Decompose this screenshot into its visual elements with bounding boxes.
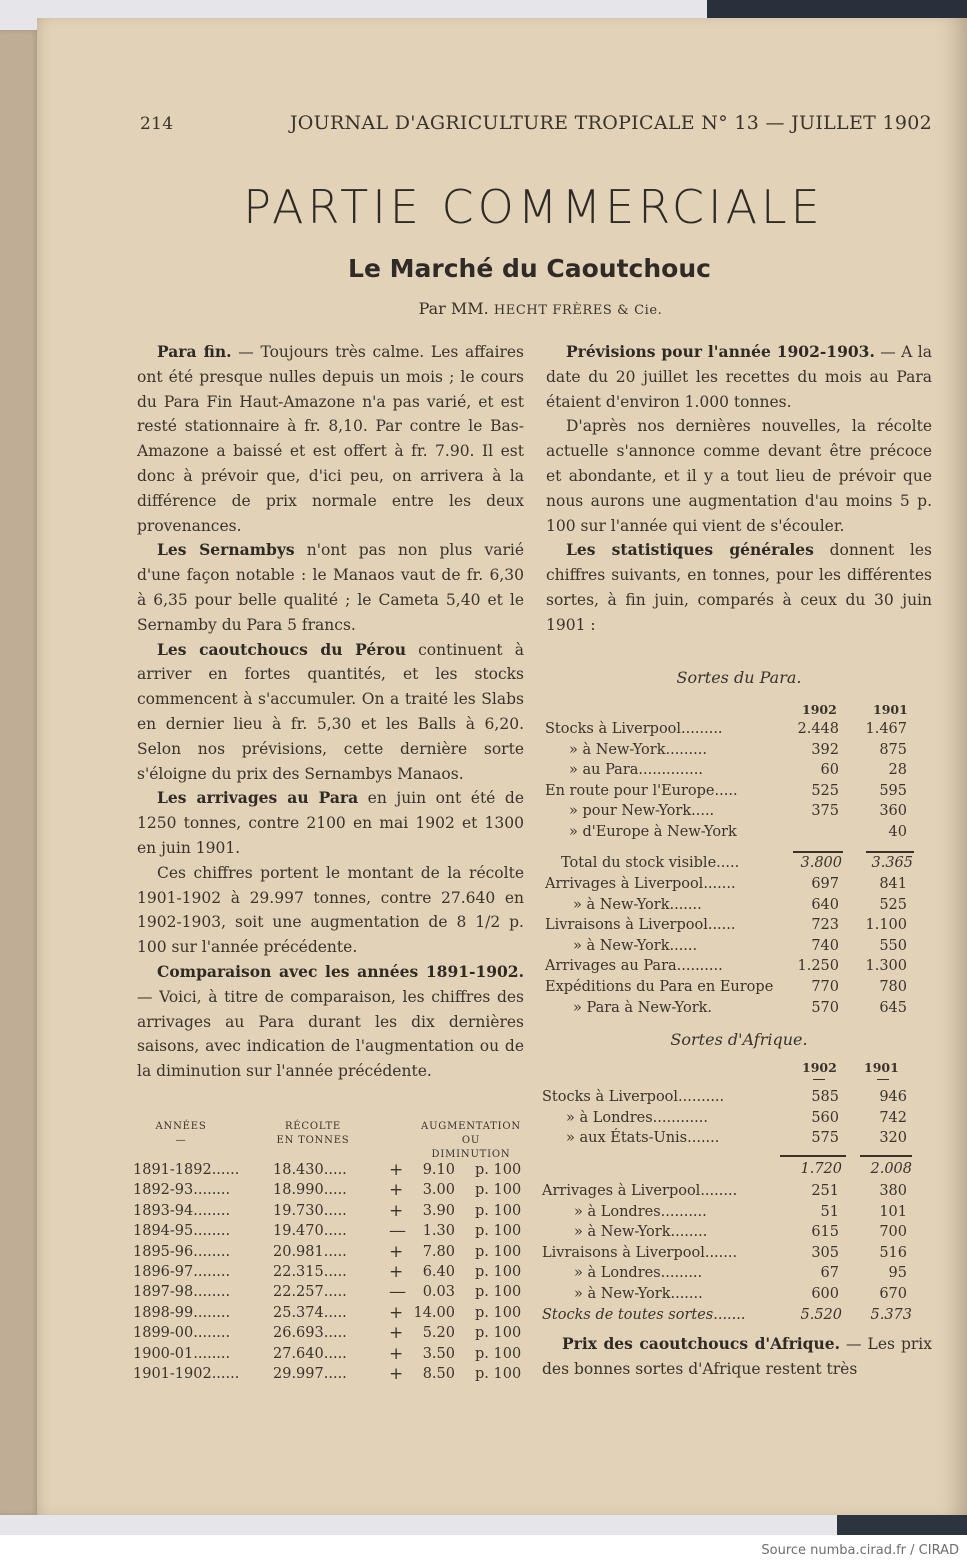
stat-label: » à New-York....... (574, 1285, 703, 1302)
stat-label: Stocks à Liverpool.......... (542, 1089, 725, 1105)
cell-unit: p. 100 (475, 1365, 522, 1382)
para-total-1901: 3.365 (871, 855, 913, 871)
stat-row (542, 1263, 934, 1284)
stat-value-1902: 575 (811, 1130, 839, 1147)
paragraph-para-fin (137, 340, 524, 538)
header-change: AUGMENTATION OU DIMINUTION (421, 1121, 521, 1160)
all-stocks-1901: 5.373 (870, 1307, 912, 1323)
page-stack-edge (0, 30, 40, 1515)
cell-sign: + (389, 1180, 404, 1201)
table-row (133, 1303, 525, 1323)
cell-harvest: 18.990..... (273, 1182, 347, 1199)
africa-total-row (542, 1159, 934, 1180)
paragraph-text: en juin ont été de 1250 tonnes, contre 2100 en mai 1902 et 1300 en juin 1901. (137, 789, 525, 857)
cell-pct: 3.50 (422, 1345, 455, 1362)
stat-value-1901: 320 (879, 1130, 907, 1147)
para-col-1901: 1901 (873, 702, 908, 717)
cell-year: 1896-97........ (133, 1263, 231, 1280)
stat-label: Expéditions du Para en Europe (545, 978, 774, 995)
africa-col-1902: 1902 (802, 1060, 837, 1075)
cell-sign: + (389, 1200, 404, 1221)
cell-sign: — (389, 1282, 406, 1303)
paragraph-arrivages (137, 786, 524, 860)
table-row (133, 1160, 525, 1180)
cell-year: 1899-00........ (133, 1325, 231, 1342)
byline (57, 299, 967, 318)
cell-unit: p. 100 (475, 1284, 522, 1301)
africa-1902-dash (813, 1079, 825, 1080)
cell-pct: 0.03 (422, 1284, 455, 1301)
stat-row (545, 874, 935, 895)
stat-label: » à New-York......... (569, 741, 707, 758)
paragraph-statistiques (546, 538, 932, 637)
paragraph-text: continuent à arriver en fortes quantités, et les stocks commencent à s'accumuler. On a traité les Slabs en dernier lieu à fr. 5,30 et les Balls à 6,20. Selon nos prévisions, cette dernière sorte s'éloigne du prix des Sernambys Manaos. (137, 640, 524, 783)
paragraph-nouvelles (546, 414, 932, 538)
table-row (133, 1201, 525, 1221)
stat-row (545, 719, 935, 740)
cell-pct: 6.40 (422, 1263, 455, 1280)
africa-stock-table (542, 1087, 934, 1149)
para-stock-table (545, 719, 935, 843)
cell-sign: + (389, 1160, 404, 1180)
stat-value-1902: 560 (811, 1109, 839, 1126)
cell-unit: p. 100 (475, 1345, 522, 1362)
stat-value-1902: 60 (820, 762, 839, 779)
cell-year: 1900-01........ (133, 1345, 231, 1362)
stat-value-1902: 305 (811, 1244, 839, 1261)
stat-value-1902: 600 (811, 1285, 839, 1302)
stat-row (542, 1181, 934, 1202)
cell-year: 1892-93........ (133, 1182, 231, 1199)
stat-value-1902: 375 (811, 803, 839, 820)
byline-author: HECHT FRÈRES & Cie. (493, 303, 663, 318)
stat-value-1901: 742 (879, 1109, 907, 1126)
cell-unit: p. 100 (475, 1182, 522, 1199)
stat-label: » pour New-York..... (569, 803, 715, 820)
paragraph-lead: Para fin. (157, 342, 232, 361)
stat-value-1901: 360 (879, 803, 907, 820)
stat-value-1901: 550 (879, 937, 907, 954)
cell-year: 1898-99........ (133, 1304, 231, 1321)
all-stocks-label: Stocks de toutes sortes....... (542, 1307, 746, 1323)
paragraph-prix-afrique (542, 1332, 932, 1382)
stat-row (542, 1087, 934, 1108)
cell-unit: p. 100 (475, 1202, 522, 1219)
africa-flow-table (542, 1181, 934, 1305)
stat-row (542, 1284, 934, 1305)
stat-row (545, 781, 935, 802)
header-years: ANNÉES — (155, 1121, 207, 1146)
paragraph-text: — Voici, à titre de comparaison, les chiffres des arrivages au Para durant les dix dernières saisons, avec indication de l'augmentation ou de la diminution sur l'année précédente. (137, 987, 524, 1081)
cell-year: 1901-1902...... (133, 1365, 240, 1382)
paragraph-text: donnent les chiffres suivants, en tonnes, pour les différentes sortes, à fin juin, comparés à ceux du 30 juin 1901 : (546, 541, 932, 634)
stat-row (545, 895, 935, 916)
cell-harvest: 27.640..... (273, 1345, 347, 1362)
page-number: 214 (140, 114, 174, 134)
section-title: PARTIE COMMERCIALE (243, 180, 824, 234)
paragraph-chiffres (137, 861, 524, 960)
cell-harvest: 29.997..... (273, 1365, 347, 1382)
paragraph-lead: Prévisions pour l'année 1902-1903. (566, 342, 875, 361)
header-harvest: RÉCOLTE EN TONNES (276, 1121, 350, 1146)
right-column (546, 340, 932, 638)
stat-value-1901: 40 (888, 823, 907, 840)
stat-value-1902: 392 (811, 741, 839, 758)
paragraph-lead: Les Sernambys (157, 540, 295, 560)
paragraph-lead: Prix des caoutchoucs d'Afrique. (562, 1334, 840, 1353)
table-row (133, 1242, 525, 1262)
stat-value-1902: 615 (811, 1224, 839, 1241)
stat-label: » aux États-Unis....... (566, 1130, 720, 1147)
stat-value-1902: 2.448 (797, 721, 839, 737)
table-row (133, 1323, 525, 1343)
paragraph-text: D'après nos dernières nouvelles, la récolte actuelle s'annonce comme devant être précoce et abondante, et il y a tout lieu de prévoir que nous aurons une augmentation d'au moins 5 p. 100 sur l'année qui vient de s'écouler. (546, 417, 932, 535)
para-flow-table (545, 874, 935, 1018)
paragraph-text: n'ont pas non plus varié d'une façon notable : le Manaos vaut de fr. 6,30 à 6,35 pour belle qualité ; le Cameta 5,40 et le Sernamby du Para 5 francs. (137, 541, 524, 634)
all-stocks-1902: 5.520 (800, 1307, 842, 1323)
table-row (133, 1364, 525, 1384)
all-stocks-row (542, 1305, 934, 1326)
table-row (133, 1180, 525, 1200)
stat-row (545, 956, 935, 977)
stat-value-1901: 875 (879, 741, 907, 758)
stat-row (542, 1222, 934, 1243)
stat-label: » Para à New-York. (573, 999, 713, 1016)
stat-value-1901: 516 (879, 1244, 907, 1261)
journal-title: JOURNAL D'AGRICULTURE TROPICALE N° 13 — JUILLET 1902 (289, 112, 932, 134)
cell-sign: + (389, 1241, 404, 1262)
stat-row (542, 1202, 934, 1223)
paragraph-comparaison (137, 960, 524, 1084)
paragraph-text: — Toujours très calme. Les affaires ont été presque nulles depuis un mois ; le cours du Para Fin Haut-Amazone n'a pas varié, et est resté stationnaire à fr. 8,10. Par contre le Bas-Amazone a baissé et est offert à fr. 7.90. Il est donc à prévoir que, d'ici peu, on arrivera à la différence de prix normale entre les deux provenances. (137, 343, 524, 535)
paragraph-sernambys (137, 538, 524, 637)
cell-year: 1893-94........ (133, 1202, 231, 1219)
para-total-label: Total du stock visible..... (561, 855, 740, 871)
stat-value-1901: 700 (879, 1224, 907, 1241)
africa-total-rule-1902 (780, 1155, 846, 1157)
stat-value-1901: 380 (879, 1183, 907, 1199)
paragraph-lead: Les caoutchoucs du Pérou (157, 639, 406, 659)
cell-harvest: 25.374..... (273, 1304, 347, 1321)
africa-1901-dash (877, 1079, 889, 1080)
table-row (133, 1344, 525, 1364)
africa-total-1901: 2.008 (870, 1161, 912, 1177)
harvest-table (133, 1120, 525, 1384)
stat-value-1901: 525 (879, 896, 907, 913)
para-sorts-label: Sortes du Para. (676, 668, 802, 687)
table-row (133, 1282, 525, 1302)
paragraph-lead: Les arrivages au Para (157, 788, 359, 808)
paragraph-lead: Les statistiques générales (566, 540, 814, 560)
stat-value-1902: 51 (820, 1203, 839, 1220)
stat-value-1902: 723 (811, 917, 839, 934)
africa-col-1901: 1901 (864, 1060, 899, 1075)
article-title: Le Marché du Caoutchouc (348, 254, 711, 283)
cell-harvest: 19.730..... (273, 1202, 347, 1219)
harvest-table-header (133, 1120, 525, 1160)
stat-value-1901: 101 (879, 1203, 907, 1220)
cell-harvest: 22.315..... (273, 1263, 347, 1280)
stat-value-1902: 67 (820, 1265, 839, 1282)
stat-value-1901: 1.100 (865, 917, 907, 934)
stat-value-1902: 770 (811, 978, 839, 995)
stat-label: » à Londres......... (574, 1265, 703, 1282)
africa-sorts-label: Sortes d'Afrique. (670, 1030, 808, 1049)
cell-year: 1895-96........ (133, 1243, 231, 1260)
stat-label: » au Para.............. (569, 762, 703, 779)
stat-label: Arrivages à Liverpool........ (542, 1183, 738, 1199)
cell-harvest: 19.470..... (273, 1223, 347, 1240)
stat-row (542, 1243, 934, 1264)
stat-value-1901: 28 (888, 762, 907, 779)
stat-value-1902: 570 (811, 999, 839, 1016)
stat-row (545, 822, 935, 843)
para-total-1902: 3.800 (800, 855, 842, 871)
paragraph-lead: Comparaison avec les années 1891-1902. (157, 961, 524, 981)
stat-label: » à New-York...... (573, 937, 698, 954)
cell-sign: + (389, 1302, 404, 1323)
stat-label: » à New-York....... (573, 896, 702, 913)
paragraph-text: — Les prix des bonnes sortes d'Afrique restent très (542, 1335, 933, 1378)
stat-value-1902: 697 (811, 876, 839, 892)
para-col-1902: 1902 (802, 702, 837, 717)
table-row (133, 1221, 525, 1241)
cell-unit: p. 100 (475, 1243, 522, 1260)
source-credit: Source numba.cirad.fr / CIRAD (761, 1543, 959, 1558)
stat-label: Arrivages au Para.......... (545, 958, 723, 975)
cell-unit: p. 100 (475, 1263, 522, 1280)
stat-row (542, 1108, 934, 1129)
stat-label: » à Londres............ (566, 1109, 708, 1126)
stat-value-1901: 946 (879, 1089, 907, 1105)
cell-pct: 5.20 (422, 1325, 455, 1342)
cell-pct: 3.00 (422, 1182, 455, 1199)
stat-row (545, 760, 935, 781)
cell-pct: 1.30 (422, 1223, 455, 1240)
cell-unit: p. 100 (475, 1223, 522, 1240)
cell-harvest: 20.981..... (273, 1243, 347, 1260)
stat-value-1901: 1.300 (865, 958, 907, 975)
stat-value-1901: 95 (888, 1265, 907, 1282)
harvest-table-body (133, 1160, 525, 1384)
cell-sign: + (389, 1261, 404, 1282)
stat-label: » d'Europe à New-York (569, 823, 737, 840)
cell-unit: p. 100 (475, 1325, 522, 1342)
cell-sign: — (389, 1221, 406, 1242)
africa-total-1902: 1.720 (800, 1161, 842, 1177)
cell-pct: 14.00 (413, 1304, 455, 1321)
cell-harvest: 26.693..... (273, 1325, 347, 1342)
cell-year: 1891-1892...... (133, 1162, 240, 1178)
stat-label: Livraisons à Liverpool...... (545, 917, 736, 934)
cell-sign: + (389, 1363, 404, 1384)
byline-prefix: Par MM. (418, 299, 489, 318)
stat-row (545, 915, 935, 936)
cell-harvest: 22.257..... (273, 1284, 347, 1301)
paragraph-perou (137, 638, 524, 787)
stat-row (545, 998, 935, 1019)
table-row (133, 1262, 525, 1282)
stat-value-1902: 640 (811, 896, 839, 913)
stat-row (545, 936, 935, 957)
cell-unit: p. 100 (475, 1162, 522, 1178)
cell-harvest: 18.430..... (273, 1162, 347, 1178)
cell-year: 1894-95........ (133, 1223, 231, 1240)
cell-year: 1897-98........ (133, 1284, 231, 1301)
stat-label: Stocks à Liverpool......... (545, 721, 723, 737)
paragraph-text: — A la date du 20 juillet les recettes du mois au Para étaient d'environ 1.000 tonnes. (546, 343, 932, 411)
running-head (140, 112, 932, 138)
cell-unit: p. 100 (475, 1304, 522, 1321)
left-column (137, 340, 524, 1084)
stat-label: Livraisons à Liverpool....... (542, 1244, 738, 1261)
cell-pct: 3.90 (422, 1202, 455, 1219)
stat-value-1901: 1.467 (865, 721, 907, 737)
stat-row (542, 1128, 934, 1149)
stat-row (545, 977, 935, 998)
cell-pct: 9.10 (422, 1162, 455, 1178)
stat-value-1902: 1.250 (797, 958, 839, 975)
stat-value-1901: 645 (879, 999, 907, 1016)
stat-value-1902: 525 (811, 782, 839, 799)
stat-row (545, 740, 935, 761)
paragraph-previsions (546, 340, 932, 414)
stat-row (545, 801, 935, 822)
stat-value-1901: 780 (879, 978, 907, 995)
cell-pct: 8.50 (422, 1365, 455, 1382)
stat-value-1902: 740 (811, 937, 839, 954)
stat-value-1902: 251 (811, 1183, 839, 1199)
stat-label: » à Londres.......... (574, 1203, 707, 1220)
stat-value-1901: 841 (879, 876, 907, 892)
cell-sign: + (389, 1343, 404, 1364)
stat-value-1902: 585 (811, 1089, 839, 1105)
closing-paragraph-block (542, 1332, 932, 1382)
para-total-row (545, 853, 935, 874)
stat-label: Arrivages à Liverpool....... (545, 876, 736, 892)
stat-label: » à New-York........ (574, 1224, 708, 1241)
cell-sign: + (389, 1323, 404, 1344)
paragraph-text: Ces chiffres portent le montant de la récolte 1901-1902 à 29.997 tonnes, contre 27.640 en 1902-1903, soit une augmentation de 8 1/2 p. 100 sur l'année précédente. (137, 863, 524, 957)
stat-value-1901: 670 (879, 1285, 907, 1302)
cell-pct: 7.80 (422, 1243, 455, 1260)
book-binding-bottom (837, 1515, 967, 1535)
africa-total-rule-1901 (860, 1155, 912, 1157)
stat-value-1901: 595 (879, 782, 907, 799)
stat-label: En route pour l'Europe..... (545, 782, 738, 799)
